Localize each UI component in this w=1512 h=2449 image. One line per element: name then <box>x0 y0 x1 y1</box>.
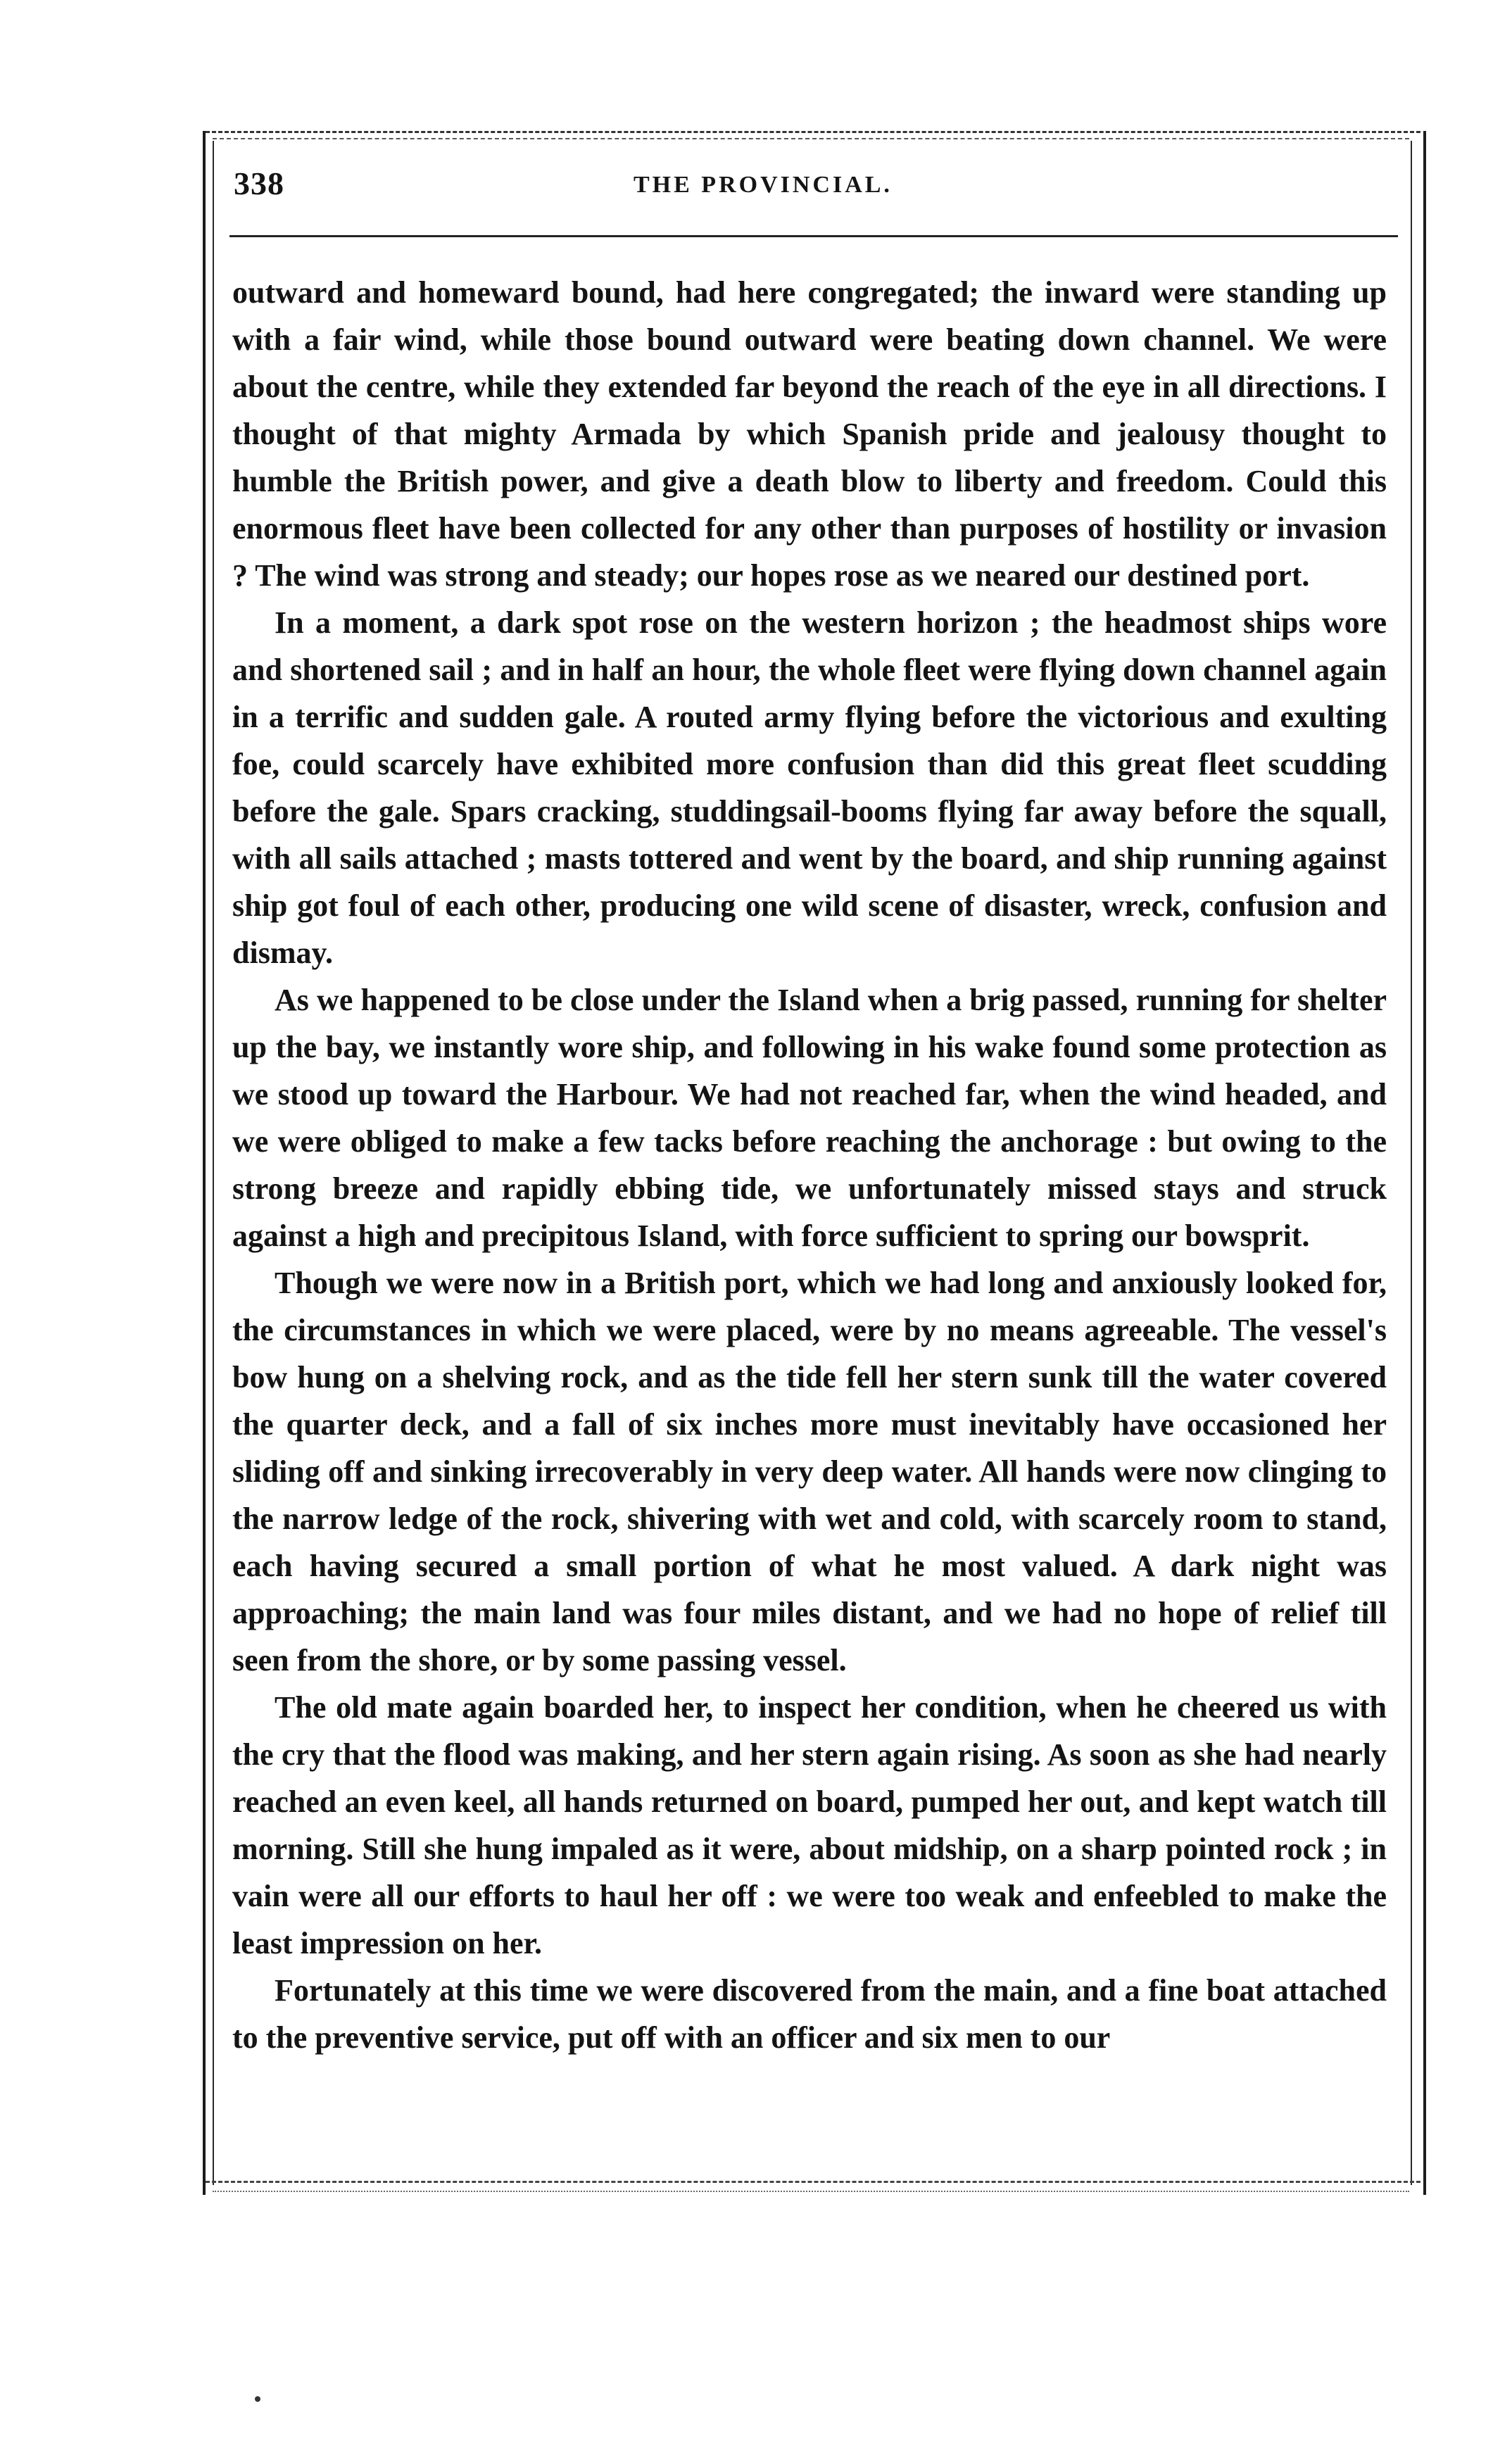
ink-speck <box>255 2396 260 2402</box>
body-text <box>232 269 1387 2061</box>
bottom-inner-rule <box>213 2191 1409 2192</box>
paragraph-4: Though we were now in a British port, which we had long and anxiously looked for, the circumstances in which we were placed, were by no means agreeable. The vessel's bow hung on a shelving rock, and as the tide fell her stern sunk till the water covered the quarter deck, and a fall of six inches more must inevitably have occasioned her sliding off and sinking irrecoverably in very deep water. All hands were now clinging to the narrow ledge of the rock, shivering with wet and cold, with scarcely room to stand, each having secured a small portion of what he most valued. A dark night was approaching; the main land was four miles distant, and we had no hope of relief till seen from the shore, or by some passing vessel. <box>232 1266 1387 1677</box>
bottom-border-rule <box>206 2181 1420 2183</box>
paragraph-6: Fortunately at this time we were discovered from the main, and a fine boat attached to the preventive service, put off with an officer and six men to our <box>232 1973 1387 2055</box>
running-head: THE PROVINCIAL. <box>634 172 893 198</box>
paragraph-2: In a moment, a dark spot rose on the western horizon ; the headmost ships wore and shortened sail ; and in half an hour, the whole fleet were flying down channel again in a terrific and sudden gale. A routed army flying before the victorious and exulting foe, could scarcely have exhibited more confusion than did this great fleet scudding before the gale. Spars cracking, studdingsail-booms flying far away before the squall, with all sails attached ; masts tottered and went by the board, and ship running against ship got foul of each other, producing one wild scene of disaster, wreck, confusion and dismay. <box>232 605 1387 970</box>
page-number: 338 <box>234 165 284 201</box>
paragraph-5: The old mate again boarded her, to inspect her condition, when he cheered us with the cry that the flood was making, and her stern again rising. As soon as she had nearly reached an even keel, all hands returned on board, pumped her out, and kept watch till morning. Still she hung impaled as it were, about midship, on a sharp pointed rock ; in vain were all our efforts to haul her off : we were too weak and enfeebled to make the least impression on her. <box>232 1690 1387 1960</box>
paragraph-1: outward and homeward bound, had here congregated; the inward were standing up with a fair wind, while those bound outward were beating down channel. We were about the centre, while they extended far beyond the reach of the eye in all directions. I thought of that mighty Armada by which Spanish pride and jealousy thought to humble the British power, and give a death blow to liberty and freedom. Could this enormous fleet have been collected for any other than purposes of hostility or invasion ? The wind was strong and steady; our hopes rose as we neared our destined port. <box>232 275 1387 593</box>
paragraph-3: As we happened to be close under the Island when a brig passed, running for shelter up the bay, we instantly wore ship, and following in his wake found some protection as we stood up toward the Harbour. We had not reached far, when the wind headed, and we were obliged to make a few tacks before reaching the anchorage : but owing to the strong breeze and rapidly ebbing tide, we unfortunately missed stays and struck against a high and precipitous Island, with force sufficient to spring our bowsprit. <box>232 983 1387 1253</box>
header-rule <box>229 235 1398 237</box>
